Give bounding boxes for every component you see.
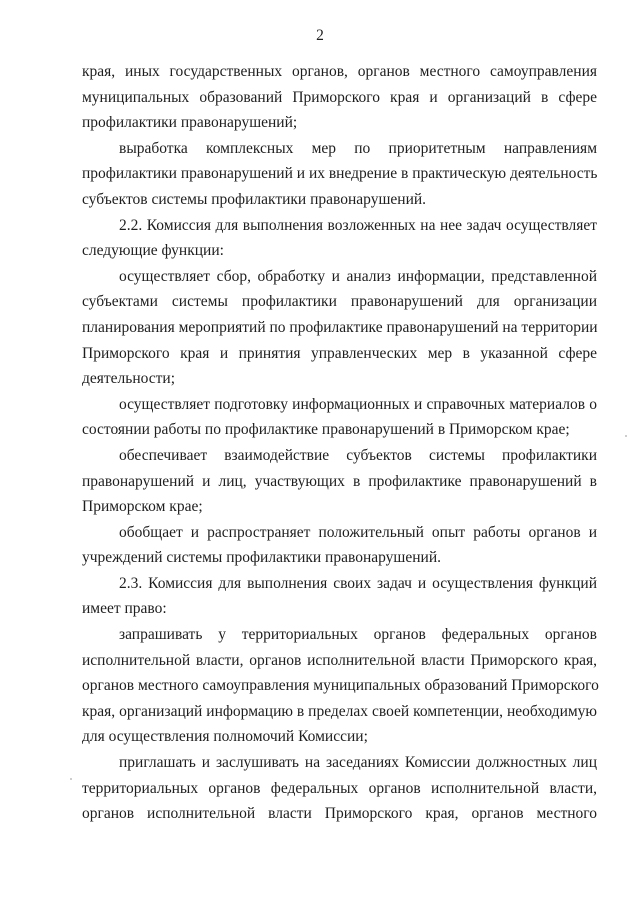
paragraph	[82, 520, 597, 571]
paragraph-line: субъектами системы профилактики правонарушений для организации	[82, 293, 597, 311]
paragraph-line: исполнительной власти, органов исполнительной власти Приморского края,	[82, 651, 597, 669]
paragraph	[82, 59, 597, 136]
paragraph-line: Приморского края и принятия управленческих мер в указанной сфере	[82, 344, 597, 362]
paragraph	[82, 443, 597, 520]
paragraph-line: следующие функции:	[82, 242, 224, 260]
paragraph-line: приглашать и заслушивать на заседаниях Комиссии должностных лиц	[119, 754, 597, 772]
paragraph-line: профилактики правонарушений;	[82, 114, 298, 132]
paragraph-line: состоянии работы по профилактике правонарушений в Приморском крае;	[82, 421, 570, 439]
document-body	[82, 59, 597, 827]
paragraph-line: субъектов системы профилактики правонарушений.	[82, 190, 427, 208]
page-number: 2	[316, 27, 324, 44]
paragraph	[82, 571, 597, 622]
paragraph-line: осуществляет сбор, обработку и анализ информации, представленной	[119, 267, 597, 285]
scan-speck	[625, 435, 627, 437]
paragraph-line: муниципальных образований Приморского края и организаций в сфере	[82, 88, 597, 106]
paragraph-line: 2.2. Комиссия для выполнения возложенных на нее задач осуществляет	[119, 216, 597, 234]
paragraph	[82, 264, 597, 392]
paragraph-line: обеспечивает взаимодействие субъектов системы профилактики	[119, 446, 597, 464]
paragraph-line: территориальных органов федеральных органов исполнительной власти,	[82, 779, 597, 797]
paragraph-line: 2.3. Комиссия для выполнения своих задач и осуществления функций	[119, 574, 597, 592]
paragraph-line: органов исполнительной власти Приморского края, органов местного	[82, 805, 597, 823]
paragraph-line: деятельности;	[82, 370, 176, 388]
paragraph	[82, 213, 597, 264]
paragraph	[82, 392, 597, 443]
paragraph-line: запрашивать у территориальных органов федеральных органов	[119, 626, 597, 644]
paragraph-line: для осуществления полномочий Комиссии;	[82, 728, 368, 746]
paragraph-line: края, организаций информацию в пределах своей компетенции, необходимую	[82, 702, 597, 720]
paragraph-line: профилактики правонарушений и их внедрение в практическую деятельность	[82, 165, 598, 183]
paragraph-line: имеет право:	[82, 600, 167, 618]
paragraph	[82, 750, 597, 827]
paragraph-line: выработка комплексных мер по приоритетным направлениям	[119, 139, 597, 157]
paragraph-line: края, иных государственных органов, органов местного самоуправления	[82, 63, 597, 80]
paragraph-line: обобщает и распространяет положительный опыт работы органов и	[119, 523, 597, 541]
paragraph-line: учреждений системы профилактики правонарушений.	[82, 549, 441, 567]
paragraph-line: правонарушений и лиц, участвующих в профилактике правонарушений в	[82, 472, 597, 490]
paragraph	[82, 622, 597, 750]
scan-speck	[70, 778, 72, 780]
paragraph-line: органов местного самоуправления муниципальных образований Приморского	[82, 677, 599, 695]
paragraph-line: осуществляет подготовку информационных и справочных материалов о	[119, 395, 597, 413]
paragraph-line: планирования мероприятий по профилактике правонарушений на территории	[82, 318, 598, 336]
paragraph	[82, 136, 597, 213]
paragraph-line: Приморском крае;	[82, 498, 203, 516]
